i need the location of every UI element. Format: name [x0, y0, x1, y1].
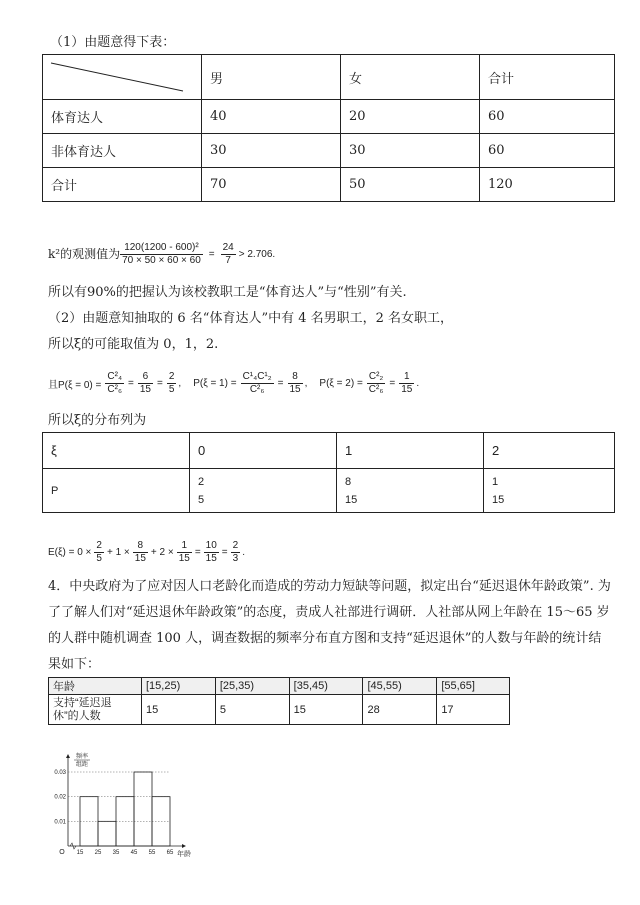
prob-num: 8	[345, 475, 352, 488]
x-tick-label: 45	[130, 850, 138, 856]
x-tick-label: 65	[166, 850, 174, 856]
p1-vd: 15	[289, 383, 301, 395]
support-label	[49, 695, 142, 725]
p1-den: C²₆	[249, 383, 265, 395]
q4-line: 的人群中随机调查 100 人，调查数据的频率分布直方图和支持“延迟退休”的人数与年龄的统计结	[48, 631, 602, 646]
p0-v2n: 2	[168, 370, 175, 382]
period: .	[416, 377, 420, 389]
k2-formula	[48, 236, 275, 272]
p-header: P	[43, 469, 190, 513]
support-count: 28	[363, 695, 437, 725]
eq-sign: =	[157, 377, 163, 389]
conclusion: 所以有90%的把握认为该校教职工是“体育达人”与“性别”有关.	[48, 285, 407, 300]
expect-prefix: E(ξ) = 0 ×	[48, 546, 92, 558]
k2-result-den: 7	[225, 254, 231, 266]
prob-den: 15	[345, 493, 358, 506]
p1-comb	[241, 371, 274, 396]
prob-cell	[337, 469, 484, 513]
support-count: 5	[215, 695, 289, 725]
p2-vd: 15	[401, 383, 413, 395]
eq-sign: =	[277, 377, 284, 389]
f4-den: 15	[205, 552, 217, 564]
support-label-2: 休”的人数	[53, 709, 101, 722]
p2-value	[399, 371, 414, 396]
y-tick-label: 0.01	[54, 819, 66, 826]
k2-fraction	[120, 242, 203, 267]
table-cell: 30	[341, 134, 480, 168]
table-cell: 70	[202, 168, 341, 202]
p0-value2	[167, 371, 177, 396]
eq-sign: =	[128, 377, 134, 389]
f3-den: 15	[178, 552, 190, 564]
f2-num: 8	[133, 540, 148, 553]
age-label: 年龄	[49, 678, 142, 695]
diagonal-line	[43, 55, 201, 99]
f3-num: 1	[177, 540, 192, 553]
p0-num: C²₄	[107, 370, 123, 382]
comma: ,	[178, 377, 182, 389]
k2-prefix: k²的观测值为	[48, 247, 121, 261]
p0-v1d: 15	[139, 383, 151, 395]
p1-num: C¹₄C¹₂	[242, 370, 272, 382]
table-cell: 体育达人	[43, 100, 202, 134]
support-label-1: 支持“延迟退	[53, 696, 112, 709]
table-cell: 30	[202, 134, 341, 168]
table-cell: 60	[480, 100, 615, 134]
p0-label: 且P(ξ = 0) =	[48, 379, 102, 391]
f5-den: 3	[232, 552, 239, 564]
expect-mid2: + 2 ×	[150, 546, 174, 558]
k2-result	[221, 242, 236, 267]
age-range: [55,65]	[437, 678, 510, 695]
header-total: 合计	[480, 55, 615, 100]
f1-num: 2	[96, 539, 102, 551]
possible-values: 所以ξ的可能取值为 0，1，2.	[48, 337, 219, 352]
header-male: 男	[202, 55, 341, 100]
eq-sign: =	[389, 377, 396, 389]
p1-value	[288, 371, 303, 396]
histogram-bar	[134, 772, 152, 846]
support-count: 15	[142, 695, 216, 725]
table-cell: 合计	[43, 168, 202, 202]
table-cell: 120	[480, 168, 615, 202]
support-count: 15	[289, 695, 363, 725]
age-range: [35,45)	[289, 678, 363, 695]
x-axis-arrow	[182, 844, 186, 848]
age-support-table	[48, 677, 510, 725]
k2-equals: =	[208, 248, 215, 260]
y-tick-label: 0.02	[54, 794, 66, 801]
comma: ,	[304, 377, 308, 389]
p2-label: P(ξ = 2) =	[319, 377, 363, 389]
k2-numerator: 120(1200 - 600)²	[120, 242, 203, 255]
f4-num: 10	[205, 539, 217, 551]
table-cell: 40	[202, 100, 341, 134]
prob-cell	[190, 469, 337, 513]
y-axis-label: 组距	[75, 762, 89, 768]
expect-f2	[133, 540, 148, 565]
header-female: 女	[341, 55, 480, 100]
expect-f1	[94, 540, 104, 565]
p2-comb	[367, 371, 386, 396]
table-cell: 60	[480, 134, 615, 168]
y-axis-label: 频率	[75, 754, 89, 760]
p2-den: C²₆	[368, 383, 384, 395]
probability-line	[48, 360, 419, 406]
p0-v1n: 6	[138, 371, 153, 384]
diagonal-header-cell	[43, 55, 202, 100]
expectation-formula	[48, 532, 245, 572]
p1-vn: 8	[288, 371, 303, 384]
histogram-bar	[98, 821, 116, 846]
x-tick-label: 15	[76, 850, 84, 856]
x-axis-label: 年龄	[177, 851, 191, 858]
prob-cell	[484, 469, 615, 513]
prob-den: 15	[492, 493, 505, 506]
age-range: [25,35)	[215, 678, 289, 695]
p0-value1	[138, 371, 153, 396]
x-tick-label: 35	[112, 850, 120, 856]
p2-vn: 1	[399, 371, 414, 384]
f2-den: 15	[134, 552, 146, 564]
eq-sign: =	[194, 546, 201, 558]
frequency-histogram	[48, 750, 198, 860]
k2-denominator: 70 × 50 × 60 × 60	[122, 254, 201, 266]
p0-comb	[105, 371, 124, 396]
q4-line: 果如下：	[48, 657, 101, 672]
x-tick-label: 25	[94, 850, 102, 856]
table-cell: 20	[341, 100, 480, 134]
x-tick-label: 55	[148, 850, 156, 856]
table-cell: 2	[484, 433, 615, 469]
f5-num: 2	[232, 539, 239, 551]
question-4	[48, 574, 611, 678]
dist-intro: 所以ξ的分布列为	[48, 413, 147, 428]
p2-num: C²₂	[367, 371, 386, 384]
prob-den: 5	[198, 493, 205, 506]
k2-result-num: 24	[222, 241, 234, 253]
q4-line: 了了解人们对“延迟退休年龄政策”的态度，责成人社部进行调研．人社部从网上年龄在 15～65 岁	[48, 605, 610, 620]
table-cell: 非体育达人	[43, 134, 202, 168]
contingency-table	[42, 54, 615, 202]
age-range: [45,55)	[363, 678, 437, 695]
prob-num: 1	[492, 475, 499, 488]
p0-den: C²₆	[107, 383, 122, 395]
support-count: 17	[437, 695, 510, 725]
part2-intro: （2）由题意知抽取的 6 名“体育达人”中有 4 名男职工，2 名女职工，	[48, 311, 454, 326]
age-range: [15,25)	[142, 678, 216, 695]
expect-f5	[231, 540, 241, 565]
distribution-table	[42, 432, 615, 513]
xi-header: ξ	[43, 433, 190, 469]
period: .	[242, 546, 245, 558]
p0-v2d: 5	[168, 383, 175, 395]
f1-den: 5	[96, 552, 102, 564]
origin-label: O	[59, 849, 65, 856]
p1-label: P(ξ = 1) =	[193, 377, 237, 389]
table-cell: 50	[341, 168, 480, 202]
table-cell: 0	[190, 433, 337, 469]
part1-intro: （1）由题意得下表：	[50, 35, 176, 50]
expect-f3	[177, 540, 192, 565]
y-axis-arrow	[66, 754, 70, 758]
table-cell: 1	[337, 433, 484, 469]
q4-line: 4．中央政府为了应对因人口老龄化而造成的劳动力短缺等问题，拟定出台“延迟退休年龄政策”. 为	[48, 579, 611, 594]
expect-mid1: + 1 ×	[106, 546, 130, 558]
k2-tail: > 2.706.	[238, 248, 276, 260]
y-tick-label: 0.03	[54, 770, 66, 776]
eq-sign: =	[221, 546, 228, 558]
expect-f4	[204, 540, 219, 565]
prob-num: 2	[198, 475, 205, 488]
